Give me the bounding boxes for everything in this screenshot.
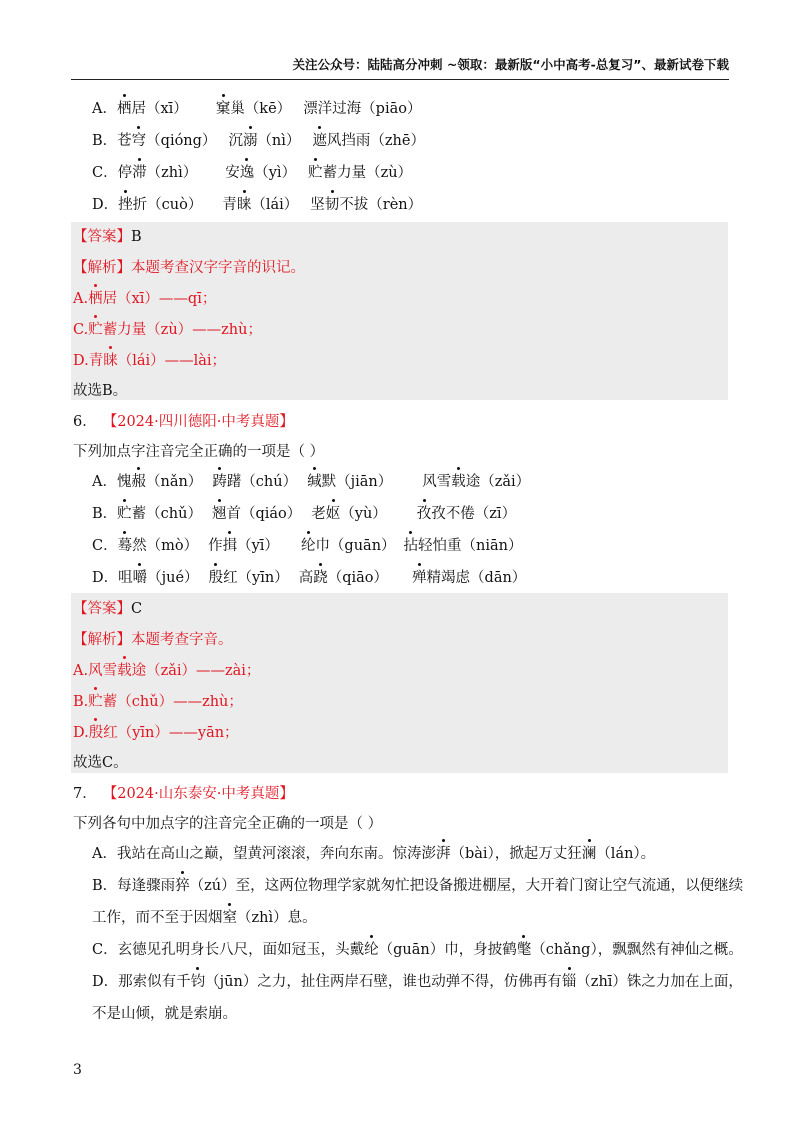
page-number: 3 (73, 1062, 82, 1078)
q5-option-a: A．栖居（xī） 窠巢（kē） 漂洋过海（piāo） (92, 97, 421, 121)
q7-option-c: C．玄德见孔明身长八尺，面如冠玉，头戴纶（guān）巾，身披鹤氅（chǎng），飘飘然有神仙之概。 (92, 938, 743, 962)
header-divider (71, 79, 729, 80)
q6-option-b: B．贮蓄（chǔ） 翘首（qiáo） 老妪（yù） 孜孜不倦（zī） (92, 502, 516, 526)
q6-analysis-line-a: A.风雪载途（zǎi）——zài； (73, 659, 260, 683)
q5-conclusion: 故选B。 (73, 383, 128, 399)
q6-option-d: D．咀嚼（jué） 殷红（yīn） 高跷（qiāo） 殚精竭虑（dān） (92, 566, 526, 590)
q5-analysis-line-c: C.贮蓄力量（zù）——zhù； (73, 318, 262, 342)
q5-answer-block (71, 222, 728, 400)
q5-option-c: C．停滞（zhì） 安逸（yì） 贮蓄力量（zù） (92, 161, 412, 185)
q6-analysis-line-b: B.贮蓄（chǔ）——zhù； (73, 690, 243, 714)
q7-option-d: D．那索似有千钧（jūn）之力，扯住两岸石壁，谁也动弹不得，仿佛再有锱（zhī）铢之力加在上面， (92, 970, 743, 994)
q6-analysis: 【解析】本题考查字音。 (73, 632, 233, 648)
q6-answer: 【答案】C (73, 601, 143, 617)
q5-answer: 【答案】B (73, 229, 142, 245)
q7-option-a: A．我站在高山之巅，望黄河滚滚，奔向东南。惊涛澎湃（bài），掀起万丈狂澜（lán）。 (92, 842, 655, 866)
q5-analysis: 【解析】本题考查汉字字音的识记。 (73, 260, 305, 276)
q6-option-c: C．蓦然（mò） 作揖（yī） 纶巾（guān） 拈轻怕重（niān） (92, 534, 523, 558)
q5-analysis-line-d: D.青睐（lái）——lài； (73, 349, 226, 373)
q6-conclusion: 故选C。 (73, 755, 128, 771)
q6-option-a: A．愧赧（nǎn） 踌躇（chú） 缄默（jiān） 风雪载途（zǎi） (92, 470, 530, 494)
q7-option-d-continued: 不是山倾，就是索崩。 (92, 1006, 237, 1022)
q5-analysis-line-a: A.栖居（xī）——qī； (73, 287, 216, 311)
page-header: 关注公众号：陆陆高分冲刺 ~领取：最新版“小中高考-总复习”、最新试卷下载 (292, 57, 729, 72)
q6-analysis-line-d: D.殷红（yīn）——yān； (73, 721, 239, 745)
q7-title: 7． 【2024·山东泰安·中考真题】 (73, 786, 294, 802)
q5-option-d: D．挫折（cuò） 青睐（lái） 坚韧不拔（rèn） (92, 193, 422, 217)
q7-stem: 下列各句中加点字的注音完全正确的一项是（ ） (73, 816, 383, 832)
q7-option-b-continued: 工作，而不至于因烟窒（zhì）息。 (92, 906, 317, 930)
q6-stem: 下列加点字注音完全正确的一项是（ ） (73, 444, 325, 460)
q7-option-b: B．每逢骤雨猝（zú）至，这两位物理学家就匆忙把设备搬进棚屋，大开着门窗让空气流通，以便继续 (92, 874, 743, 898)
q5-option-b: B．苍穹（qióng） 沉溺（nì） 遮风挡雨（zhē） (92, 129, 425, 153)
q6-title: 6． 【2024·四川德阳·中考真题】 (73, 414, 294, 430)
q6-answer-block (71, 593, 728, 773)
